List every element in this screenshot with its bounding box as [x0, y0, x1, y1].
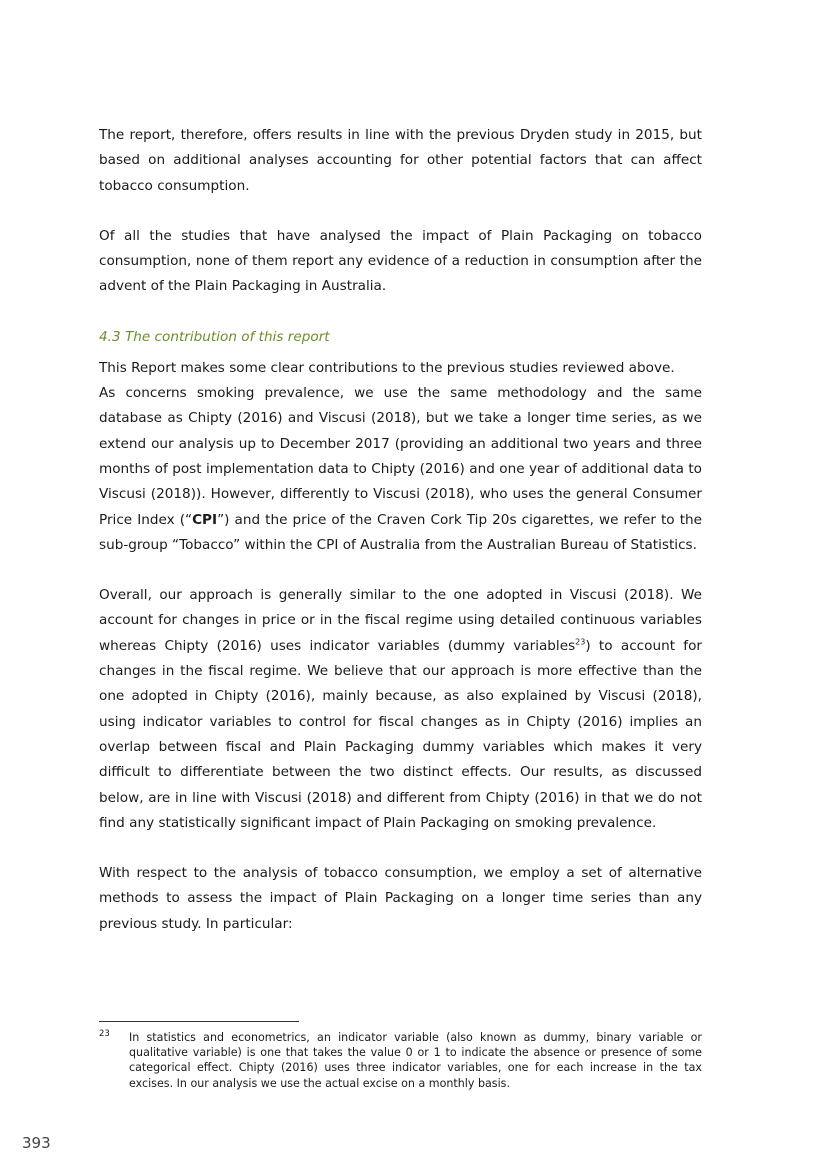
footnote-divider: [99, 1021, 299, 1022]
methodology-text-a: As concerns smoking prevalence, we use the same methodology and the same database as Chipty (2016) and Viscusi (2018), but we take a longer time series, as we extend our analysis up to December 2017 (providing an additional two years and three months of post implementation data to Chipty (2016) and one year of additional data to Viscusi (2018)). However, differently to Viscusi (2018), who uses the general Consumer Price Index (“: [99, 385, 702, 528]
main-content: [99, 123, 702, 937]
methodology-text-b: ”) and the price of the Craven Cork Tip 20s cigarettes, we refer to the sub-group “Tobacco” within the CPI of Australia from the Australian Bureau of Statistics.: [99, 511, 702, 553]
paragraph-no-evidence: Of all the studies that have analysed the impact of Plain Packaging on tobacco consumption, none of them report any evidence of a reduction in consumption after the advent of the Plain Packaging in Australia.: [99, 227, 702, 295]
paragraph-dryden: The report, therefore, offers results in line with the previous Dryden study in 2015, but based on additional analyses accounting for other potential factors that can affect tobacco consumption.: [99, 127, 702, 194]
footnote-text: In statistics and econometrics, an indicator variable (also known as dummy, binary variable or qualitative variable) is one that takes the value 0 or 1 to indicate the absence or presence of some categorical effect. Chipty (2016) uses three indicator variables, one for each increase in the tax excises. In our analysis we use the actual excise on a monthly basis.: [129, 1031, 702, 1090]
paragraph-intro: This Report makes some clear contributions to the previous studies reviewed above.: [99, 359, 675, 376]
footnote-reference[interactable]: 23: [575, 637, 586, 647]
section-heading: 4.3 The contribution of this report: [99, 328, 330, 345]
paragraph-consumption: With respect to the analysis of tobacco consumption, we employ a set of alternative methods to assess the impact of Plain Packaging on a longer time series than any previous study. In particular:: [99, 865, 702, 932]
footnote: [99, 1030, 702, 1091]
footnote-number: 23: [99, 1029, 110, 1039]
paragraph-methodology: [99, 381, 702, 558]
approach-text-a: Overall, our approach is generally similar to the one adopted in Viscusi (2018). We account for changes in price or in the fiscal regime using detailed continuous variables whereas Chipty (2016) uses indicator variables (dummy variables: [99, 587, 702, 654]
cpi-term: CPI: [192, 511, 218, 528]
approach-text-b: ) to account for changes in the fiscal regime. We believe that our approach is more effective than the one adopted in Chipty (2016), mainly because, as also explained by Viscusi (2018), using indicator variables to control for fiscal changes as in Chipty (2016) implies an overlap between fiscal and Plain Packaging dummy variables which makes it very difficult to differentiate between the two distinct effects. Our results, as discussed below, are in line with Viscusi (2018) and different from Chipty (2016) in that we do not find any statistically significant impact of Plain Packaging on smoking prevalence.: [99, 637, 702, 831]
paragraph-approach: [99, 583, 702, 836]
page-number: 393: [22, 1134, 51, 1152]
